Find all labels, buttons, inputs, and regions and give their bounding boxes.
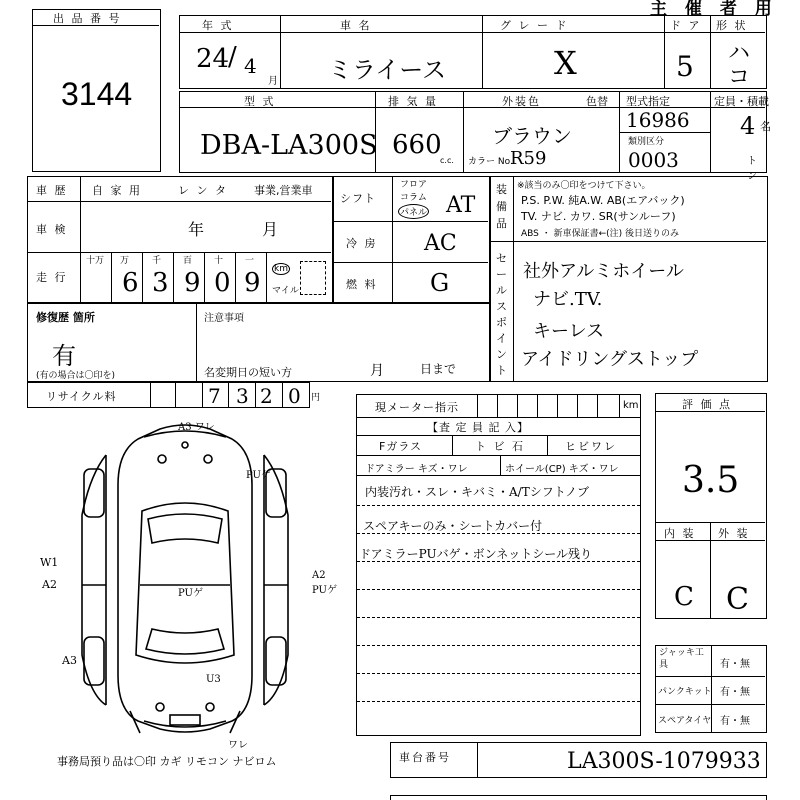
mirror-label: ドアミラー キズ・ワレ bbox=[365, 464, 468, 475]
chassis-label: 車台番号 bbox=[399, 751, 451, 764]
name-change-day-unit: 日まで bbox=[420, 362, 457, 376]
tools-box bbox=[655, 645, 767, 733]
damage-mark: PUゲ bbox=[246, 470, 271, 481]
inspector-comment: スペアキーのみ・シートカバー付 bbox=[363, 519, 543, 533]
chip-label: ト ビ 石 bbox=[475, 440, 525, 453]
mileage-label: 走 行 bbox=[36, 271, 68, 284]
car-name-label: 車 名 bbox=[340, 19, 372, 32]
car-diagram bbox=[20, 415, 350, 745]
top-banner: 主 催 者 用 bbox=[650, 0, 778, 19]
mileage-digit: 6 bbox=[122, 268, 139, 298]
recycle-digit: 3 bbox=[236, 384, 249, 408]
meter-label: 現メーター指示 bbox=[375, 401, 459, 414]
color-value: ブラウン bbox=[492, 124, 572, 148]
mile-label: マイル bbox=[272, 286, 299, 296]
color-change-label: 色替 bbox=[586, 95, 608, 108]
repair-box bbox=[27, 303, 490, 382]
sales-point-line: ナビ.TV. bbox=[533, 289, 603, 310]
shift-label: シフト bbox=[340, 192, 376, 205]
tool-value: 有・無 bbox=[720, 687, 750, 698]
color-label: 外装色 bbox=[502, 95, 541, 108]
color-no-label: カラー No. bbox=[468, 157, 513, 167]
damage-mark: U3 bbox=[206, 674, 221, 685]
damage-mark: A3 bbox=[62, 654, 77, 667]
class-value: 0003 bbox=[628, 148, 679, 172]
shape-value-2: コ bbox=[728, 65, 751, 90]
capacity-unit: 名 bbox=[760, 120, 771, 133]
caution-label: 注意事項 bbox=[204, 313, 244, 324]
inspection-month-unit: 月 bbox=[262, 220, 279, 239]
mileage-digit: 0 bbox=[214, 268, 231, 298]
interior-label: 内 装 bbox=[664, 527, 696, 540]
repair-label: 修復歴 箇所 bbox=[36, 311, 95, 324]
glass-label: Fガラス bbox=[379, 440, 422, 453]
door-label: ド ア bbox=[670, 19, 702, 32]
fuel-value: G bbox=[430, 269, 450, 297]
class-label: 類別区分 bbox=[628, 137, 665, 147]
km-label: km bbox=[274, 264, 288, 274]
equipment-line3: ABS ・ 新車保証書←(注) 後日送りのみ bbox=[521, 229, 680, 239]
shape-label: 形 状 bbox=[716, 19, 748, 32]
displacement-label: 排 気 量 bbox=[388, 95, 438, 108]
load-unit: トン bbox=[747, 156, 757, 182]
damage-mark: A2 bbox=[42, 578, 57, 591]
vehicle-row2 bbox=[179, 91, 771, 182]
model-label: 型 式 bbox=[244, 95, 276, 108]
year-label: 年 式 bbox=[202, 19, 234, 32]
score-box bbox=[655, 393, 767, 619]
ac-label: 冷 房 bbox=[346, 237, 378, 250]
mileage-digit: 3 bbox=[152, 268, 169, 298]
recycle-digit: 7 bbox=[208, 384, 221, 408]
shift-option-floor: フロア bbox=[400, 180, 428, 190]
equipment-note: ※該当のみ〇印をつけて下さい。 bbox=[517, 181, 651, 191]
mileage-digit: 9 bbox=[184, 268, 201, 298]
shift-value: AT bbox=[446, 193, 476, 218]
recycle-digit: 2 bbox=[260, 384, 273, 408]
inspection-year-unit: 年 bbox=[188, 220, 205, 239]
damage-mark: ワレ bbox=[228, 740, 248, 751]
type-designation-label: 型式指定 bbox=[626, 95, 670, 108]
inspection-label: 車 検 bbox=[36, 223, 68, 236]
mileage-digit-units: 十万 万 千 百 十 一 6 3 9 0 9 bbox=[80, 252, 266, 302]
equipment-label: 装備品 bbox=[496, 183, 507, 230]
tool-value: 有・無 bbox=[720, 659, 750, 670]
shift-option-panel: パネル bbox=[398, 204, 429, 219]
displacement-value: 660 bbox=[392, 130, 442, 160]
inspector-comment: 内装汚れ・スレ・キバミ・A/Tシフトノブ bbox=[365, 485, 589, 499]
month-unit: 月 bbox=[268, 76, 278, 87]
history-option-private: 自 家 用 bbox=[92, 184, 142, 197]
ac-value: AC bbox=[424, 231, 457, 256]
exterior-label: 外 装 bbox=[718, 527, 750, 540]
wheel-label: ホイール(CP) キズ・ワレ bbox=[505, 464, 619, 475]
history-box bbox=[27, 176, 333, 303]
color-no-value: R59 bbox=[510, 148, 547, 169]
lot-label: 出 品 番 号 bbox=[53, 12, 122, 25]
sales-point-line: アイドリングストップ bbox=[521, 349, 699, 370]
recycle-yen: 円 bbox=[311, 393, 321, 403]
month-value: 4 bbox=[244, 54, 257, 78]
exterior-value: C bbox=[726, 582, 749, 617]
office-note: 事務局預り品は〇印 カギ リモコン ナビロム bbox=[57, 755, 277, 768]
damage-mark: A2 PUゲ bbox=[312, 570, 337, 596]
capacity-label: 定員・積載 bbox=[714, 95, 769, 108]
name-change-label: 名変期日の短い方 bbox=[204, 366, 292, 379]
lot-number-box bbox=[32, 9, 161, 172]
capacity-value: 4 bbox=[740, 112, 756, 140]
inspector-comment: ドアミラーPUバゲ・ボンネットシール残り bbox=[359, 547, 593, 561]
chassis-box bbox=[390, 742, 767, 778]
grade-value: X bbox=[554, 44, 577, 82]
recycle-digit: 0 bbox=[288, 384, 301, 408]
grade-label: グ レ ー ド bbox=[500, 19, 569, 32]
shape-value-1: ハ bbox=[728, 41, 751, 66]
door-value: 5 bbox=[676, 50, 694, 83]
score-label: 評 価 点 bbox=[682, 398, 732, 411]
entry-label: 【査 定 員 記 入】 bbox=[427, 421, 529, 434]
recycle-box bbox=[27, 382, 321, 408]
damage-mark: PUゲ bbox=[178, 588, 203, 599]
fuel-label: 燃 料 bbox=[346, 278, 378, 291]
meter-row bbox=[357, 395, 640, 417]
tool-label: ジャッキ工具 bbox=[659, 648, 704, 670]
chassis-value: LA300S-1079933 bbox=[567, 749, 761, 774]
type-designation-value: 16986 bbox=[626, 108, 690, 132]
history-option-rental: レ ン タ bbox=[178, 184, 228, 197]
inspector-box bbox=[356, 394, 641, 736]
lot-number: 3144 bbox=[61, 76, 133, 112]
recycle-label: リサイクル料 bbox=[46, 390, 117, 403]
damage-mark: W1 bbox=[40, 556, 59, 569]
equipment-line1: P.S. P.W. 純A.W. AB(エアバック) bbox=[521, 194, 685, 207]
vehicle-row1: 年 式 車 名 グ レ ー ド ド ア 形 状 24 / 4 月 ミライース X 5 ハ コ bbox=[179, 15, 767, 89]
interior-value: C bbox=[674, 582, 694, 612]
repair-value: 有 bbox=[52, 342, 76, 370]
sales-points-label: セールスポイント bbox=[496, 252, 507, 377]
sales-point-line: キーレス bbox=[533, 321, 605, 342]
crack-label: ヒビワレ bbox=[565, 440, 617, 453]
shift-box bbox=[333, 176, 490, 303]
equipment-box bbox=[490, 176, 768, 382]
equipment-line2: TV. ナビ. カワ. SR(サンルーフ) bbox=[521, 210, 676, 223]
tool-value: 有・無 bbox=[720, 716, 750, 727]
car-name-value: ミライース bbox=[328, 56, 447, 84]
model-value: DBA-LA300S bbox=[200, 130, 378, 161]
year-value: 24 bbox=[196, 44, 230, 74]
mileage-digit: 9 bbox=[244, 268, 261, 298]
damage-mark: A3 ワレ bbox=[178, 422, 215, 433]
meter-km: km bbox=[623, 400, 639, 411]
name-change-month-unit: 月 bbox=[370, 363, 384, 379]
history-option-business: 事業,営業車 bbox=[254, 184, 313, 197]
repair-note: (有の場合は〇印を) bbox=[36, 371, 116, 381]
tool-label: パンクキット bbox=[658, 687, 712, 697]
shift-option-column: コラム bbox=[400, 193, 427, 203]
tool-label: スペアタイヤ bbox=[658, 716, 712, 726]
cc-unit: c.c. bbox=[440, 156, 454, 165]
sales-point-line: 社外アルミホイール bbox=[523, 261, 684, 282]
history-label: 車 歴 bbox=[36, 184, 68, 197]
score-value: 3.5 bbox=[682, 460, 740, 501]
